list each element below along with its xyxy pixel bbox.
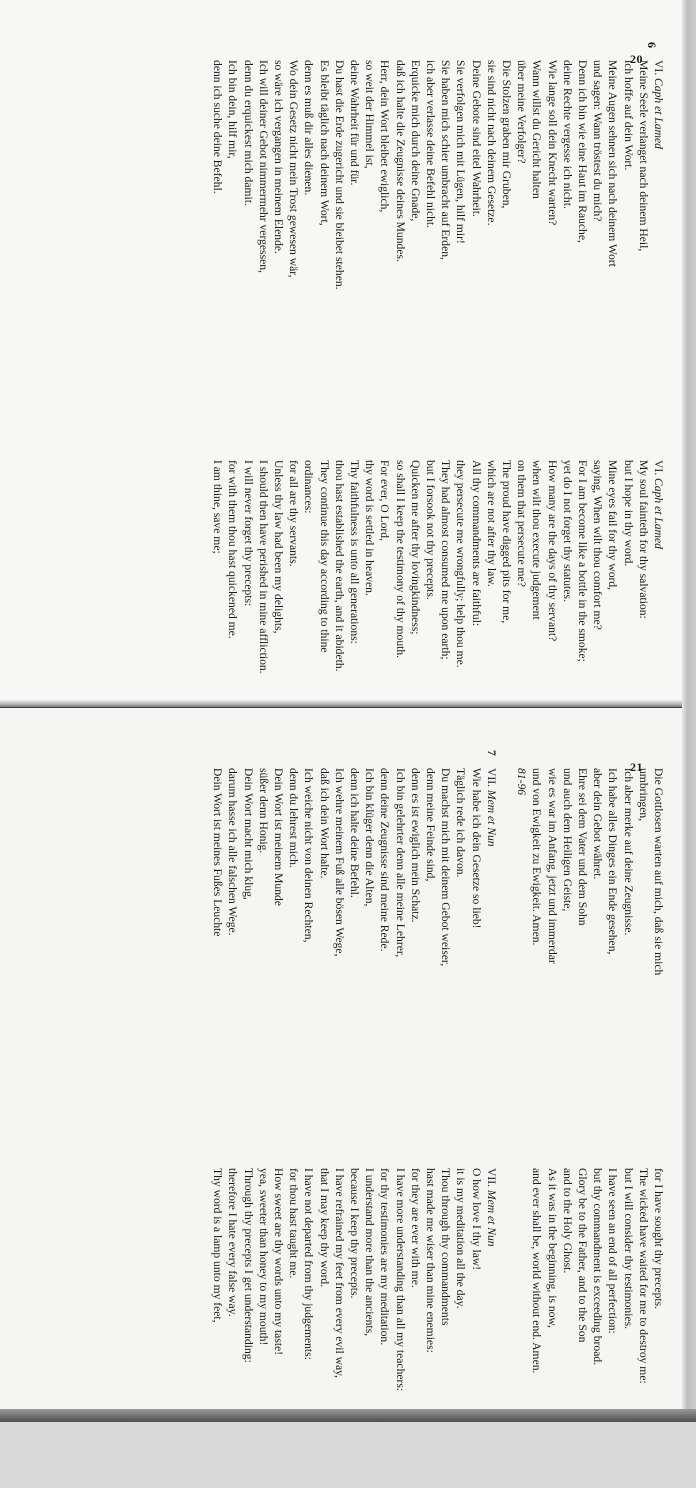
- text-line: Ich weiche nicht von deinen Rechten,: [302, 768, 316, 943]
- page-edge: [682, 0, 696, 1422]
- heading-roman: VII.: [484, 768, 498, 787]
- text-line: They had almost consumed me upon earth;: [439, 460, 453, 660]
- text-line: hast made me wiser than mine enemies:: [423, 1168, 437, 1353]
- heading-roman: VII.: [484, 1168, 498, 1187]
- text-line: I will never forget thy precepts:: [241, 460, 255, 607]
- page-number: 21: [630, 760, 643, 774]
- text-line: Meine Augen sehnen sich nach deinem Wort: [606, 60, 620, 267]
- text-line: Meine Seele verlanget nach deinem Heil,: [636, 60, 650, 252]
- text-line: und auch dem Heiligen Geiste,: [560, 768, 574, 912]
- text-line: Through thy precepts I get understanding:: [241, 1168, 255, 1363]
- text-line: but I hope in thy word.: [621, 460, 635, 567]
- text-line: they persecute me wrongfully; help thou me.: [454, 460, 468, 668]
- text-line: ich hoffe auf dein Wort.: [621, 60, 635, 171]
- text-line: All thy commandments are faithful:: [469, 460, 483, 627]
- text-line: wie es war im Anfang, jetzt und immerdar: [545, 768, 559, 964]
- text-line: und sagen: Wann tröstest du mich?: [591, 60, 605, 222]
- text-line: Unless thy law had been my delights,: [271, 460, 285, 634]
- text-line: denn deine Zeugnisse sind meine Rede.: [378, 768, 392, 952]
- english-column: [210, 1168, 666, 1488]
- page-20: [0, 0, 682, 706]
- text-line: I understand more than the ancients,: [363, 1168, 377, 1337]
- text-line: for thou hast taught me.: [287, 1168, 301, 1279]
- text-line: deine Wahrheit für und für.: [347, 60, 361, 186]
- scan-shadow: [0, 1409, 696, 1422]
- german-lines: [210, 60, 651, 380]
- text-line: Denn ich bin wie eine Haut im Rauche,: [575, 60, 589, 243]
- text-line: O how love I thy law!: [469, 1168, 483, 1271]
- verse-range: 81-96: [515, 768, 529, 796]
- page-21: [0, 708, 682, 1409]
- german-heading: [651, 60, 666, 380]
- text-line: denn meine Feinde sind,: [423, 768, 437, 882]
- heading-title: Mem et Nun: [484, 1189, 498, 1247]
- text-line: und von Ewigkeit zu Ewigkeit. Amen.: [530, 768, 544, 946]
- text-line: denn du erquickest mich damit.: [241, 60, 255, 206]
- text-line: Ich bin dein, hilf mir,: [226, 60, 240, 159]
- text-line: Thy word is a lamp unto my feet,: [211, 1168, 225, 1323]
- english-lines-b: [210, 1168, 484, 1488]
- text-line: How many are the days of thy servant?: [545, 460, 559, 642]
- text-line: but I will consider thy testimonies.: [621, 1168, 635, 1330]
- text-line: Die Gottlosen warten auf mich, daß sie mich: [652, 768, 665, 976]
- text-line: for all are thy servants.: [287, 460, 301, 567]
- text-line: Sie verfolgen mich mit Lügen, hilf mir!: [454, 60, 468, 244]
- german-column: [210, 60, 666, 380]
- text-line: it is my meditation all the day.: [454, 1168, 468, 1309]
- text-line: therefore I hate every false way.: [226, 1168, 240, 1317]
- text-line: aber dein Gebot währet.: [591, 768, 605, 880]
- text-line: denn es ist ewiglich mein Schatz.: [408, 768, 422, 923]
- text-line: How sweet are thy words unto my taste!: [271, 1168, 285, 1356]
- text-line: because I keep thy precepts.: [347, 1168, 361, 1299]
- text-line: I have refrained my feet from every evil way,: [332, 1168, 346, 1379]
- text-line: so wäre ich vergangen in meinem Elende.: [271, 60, 285, 254]
- text-line: Dein Wort macht mich klug,: [241, 768, 255, 900]
- text-line: Wie lange soll dein Knecht warten?: [545, 60, 559, 226]
- text-line: denn es muß dir alles dienen.: [302, 60, 316, 196]
- text-line: Glory be to the Father, and to the Son: [575, 1168, 589, 1343]
- text-line: ich aber verlasse deine Befehl nicht.: [423, 60, 437, 229]
- text-line: Ehre sei dem Vater und dem Sohn: [575, 768, 589, 926]
- text-line: Thy faithfulness is unto all generations:: [347, 460, 361, 644]
- text-line: for thy testimonies are my meditation.: [378, 1168, 392, 1346]
- text-line: denn ich halte deine Befehl.: [347, 768, 361, 898]
- text-line: Du hast die Erde zugericht und sie bleibet stehen.: [332, 60, 346, 290]
- text-line: that I may keep thy word.: [317, 1168, 331, 1288]
- spacer: [514, 1168, 529, 1488]
- text-line: yet do I not forget thy statutes.: [560, 460, 574, 602]
- text-line: when wilt thou execute judgement: [530, 460, 544, 620]
- text-line: Erquicke mich durch deine Gnade,: [408, 60, 422, 222]
- text-line: The proud have digged pits for me,: [499, 460, 513, 624]
- spacer: [499, 768, 514, 1088]
- text-line: yea, sweeter than honey to my mouth!: [256, 1168, 270, 1346]
- text-line: thy word is settled in heaven.: [363, 460, 377, 596]
- text-line: Quicken me after thy lovingkindness;: [408, 460, 422, 635]
- page-number: 20: [630, 52, 643, 66]
- text-line: denn du lehrest mich.: [287, 768, 301, 868]
- text-line: I have seen an end of all perfection:: [606, 1168, 620, 1334]
- text-line: As it was in the beginning, is now,: [545, 1168, 559, 1328]
- german-lines-a: [529, 768, 666, 1088]
- text-line: They continue this day according to thine: [317, 460, 331, 653]
- page-20-content: [16, 0, 666, 700]
- heading-title: Caph et Lamed: [652, 478, 665, 549]
- text-line: for with them thou hast quickened me.: [226, 460, 240, 639]
- text-line: Wo dein Gesetz nicht mein Trost gewesen wär,: [287, 60, 301, 278]
- text-line: but I forsook not thy precepts.: [423, 460, 437, 600]
- text-line: I am thine, save me;: [211, 460, 225, 554]
- text-line: umbringen,: [636, 768, 650, 822]
- text-line: Täglich rede ich davon.: [454, 768, 468, 878]
- text-line: thou hast established the earth, and it abideth.: [332, 460, 346, 672]
- text-line: The wicked have waited for me to destroy me:: [636, 1168, 650, 1384]
- heading-title: Caph et Lamed: [652, 78, 665, 149]
- text-line: For I am become like a bottle in the smoke;: [575, 460, 589, 662]
- text-line: and to the Holy Ghost.: [560, 1168, 574, 1274]
- text-line: and ever shall be, world without end. Amen.: [530, 1168, 544, 1374]
- text-line: ich aber merke auf deine Zeugnisse.: [621, 768, 635, 936]
- text-line: so weit der Himmel ist,: [363, 60, 377, 169]
- text-line: on them that persecute me?: [515, 460, 529, 587]
- text-line: denn ich suche deine Befehl.: [211, 60, 225, 194]
- german-lines-b: [210, 768, 484, 1088]
- text-line: I have more understanding than all my teachers:: [393, 1168, 407, 1392]
- text-line: My soul fainteth for thy salvation:: [636, 460, 650, 619]
- text-line: Wie habe ich dein Gesetze so lieb!: [469, 768, 483, 929]
- text-line: but thy commandment is exceeding broad.: [591, 1168, 605, 1366]
- text-line: Die Stolzen graben mir Gruben,: [499, 60, 513, 209]
- heading-title: Mem et Nun: [484, 789, 498, 847]
- text-line: Dein Wort ist meinem Munde: [271, 768, 285, 906]
- text-line: Ich bin gelehrter denn alle meine Lehrer,: [393, 768, 407, 958]
- text-line: Es bleibt täglich nach deinem Wort,: [317, 60, 331, 226]
- text-line: I should then have perished in mine affliction.: [256, 460, 270, 674]
- text-line: which are not after thy law.: [484, 460, 498, 587]
- text-line: Dein Wort ist meines Fußes Leuchte: [211, 768, 225, 937]
- text-line: süßer denn Honig.: [256, 768, 270, 854]
- section-number: 6: [645, 42, 659, 48]
- text-line: Du machst mich mit deinem Gebot weiser,: [439, 768, 453, 967]
- text-line: Deine Gebote sind eitel Wahrheit.: [469, 60, 483, 217]
- text-line: so shall I keep the testimony of thy mouth.: [393, 460, 407, 659]
- text-line: Ich wehre meinem Fuß alle bösen Wege,: [332, 768, 346, 957]
- text-line: daß ich dein Wort halte.: [317, 768, 331, 879]
- text-line: sie sind nicht nach deinem Gesetze.: [484, 60, 498, 226]
- heading-roman: VI.: [652, 460, 665, 476]
- text-line: darum hasse ich alle falschen Wege.: [226, 768, 240, 936]
- text-line: Thou through thy commandments: [439, 1168, 453, 1326]
- text-line: I have not departed from thy judgements:: [302, 1168, 316, 1360]
- text-line: daß ich halte die Zeugnisse deines Mundes.: [393, 60, 407, 262]
- text-line: Ich habe alles Dinges ein Ende gesehen,: [606, 768, 620, 955]
- text-line: for they are ever with me.: [408, 1168, 422, 1288]
- text-line: saying, When wilt thou comfort me?: [591, 460, 605, 630]
- text-line: For ever, O Lord,: [378, 460, 392, 541]
- text-line: Sie haben mich schier umbracht auf Erden,: [439, 60, 453, 260]
- text-line: Mine eyes fail for thy word,: [606, 460, 620, 591]
- english-lines-a: [529, 1168, 666, 1488]
- text-line: Herr, dein Wort bleibet ewiglich,: [378, 60, 392, 213]
- spacer: [499, 1168, 514, 1488]
- english-heading: [484, 1168, 499, 1488]
- text-line: deine Rechte vergesse ich nicht.: [560, 60, 574, 209]
- text-line: Ich bin klüger denn die Alten,: [363, 768, 377, 907]
- text-line: Wann willst du Gericht halten: [530, 60, 544, 199]
- text-line: ordinances:: [302, 460, 316, 514]
- heading-roman: VI.: [652, 60, 665, 76]
- text-line: for I have sought thy precepts.: [652, 1168, 665, 1310]
- page-21-content: [16, 708, 666, 1398]
- section-number: 7: [484, 750, 498, 756]
- text-line: Ich will deiner Gebot nimmermehr vergessen,: [256, 60, 270, 273]
- german-heading: [484, 750, 499, 1088]
- text-line: über meine Verfolger?: [515, 60, 529, 164]
